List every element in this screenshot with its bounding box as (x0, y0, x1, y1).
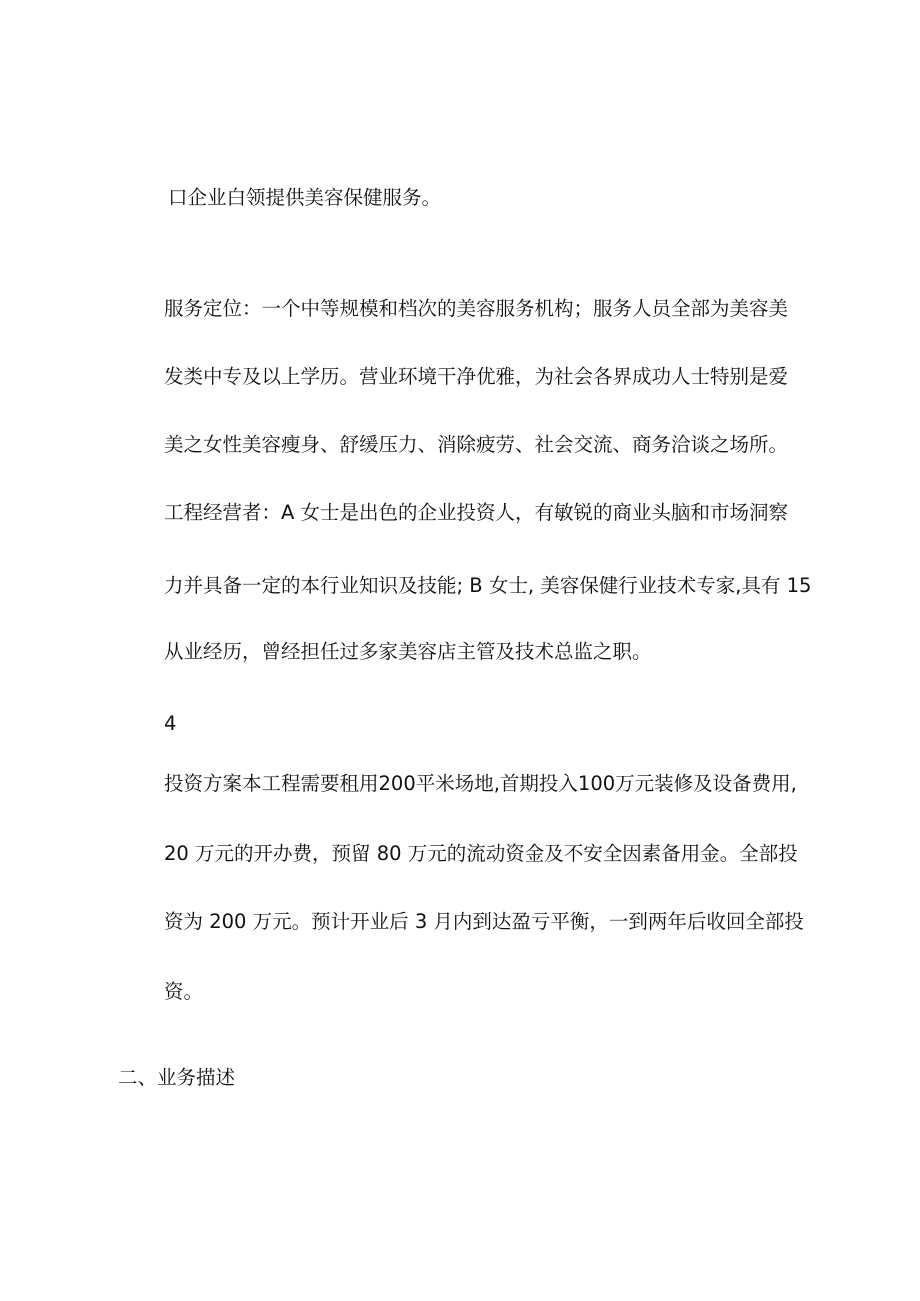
operators-line-2: 力并具备一定的本行业知识及技能; B 女士, 美容保健行业技术专家,具有 15 (164, 574, 812, 597)
operators-line-3: 从业经历，曾经担任过多家美容店主管及技术总监之职。 (164, 640, 652, 663)
investment-line-4: 资。 (164, 980, 204, 1003)
intro-continuation: 口企业白领提供美容保健服务。 (168, 186, 442, 209)
investment-line-3: 资为 200 万元。预计开业后 3 月内到达盈亏平衡，一到两年后收回全部投 (164, 910, 804, 933)
positioning-line-2: 发类中专及以上学历。营业环境干净优雅，为社会各界成功人士特别是爱 (164, 365, 789, 388)
investment-line-1: 投资方案本工程需要租用200平米场地,首期投入100万元装修及设备费用, (164, 772, 797, 795)
investment-line-2: 20 万元的开办费，预留 80 万元的流动资金及不安全因素备用金。全部投 (164, 842, 798, 865)
positioning-line-3: 美之女性美容瘦身、舒缓压力、消除疲劳、社会交流、商务洽谈之场所。 (164, 433, 789, 456)
operators-line-1: 工程经营者：A 女士是出色的企业投资人，有敏锐的商业头脑和市场洞察 (164, 501, 789, 524)
section-heading: 二、业务描述 (118, 1066, 236, 1089)
positioning-line-1: 服务定位：一个中等规模和档次的美容服务机构；服务人员全部为美容美 (164, 297, 789, 320)
page-number: 4 (164, 712, 177, 735)
